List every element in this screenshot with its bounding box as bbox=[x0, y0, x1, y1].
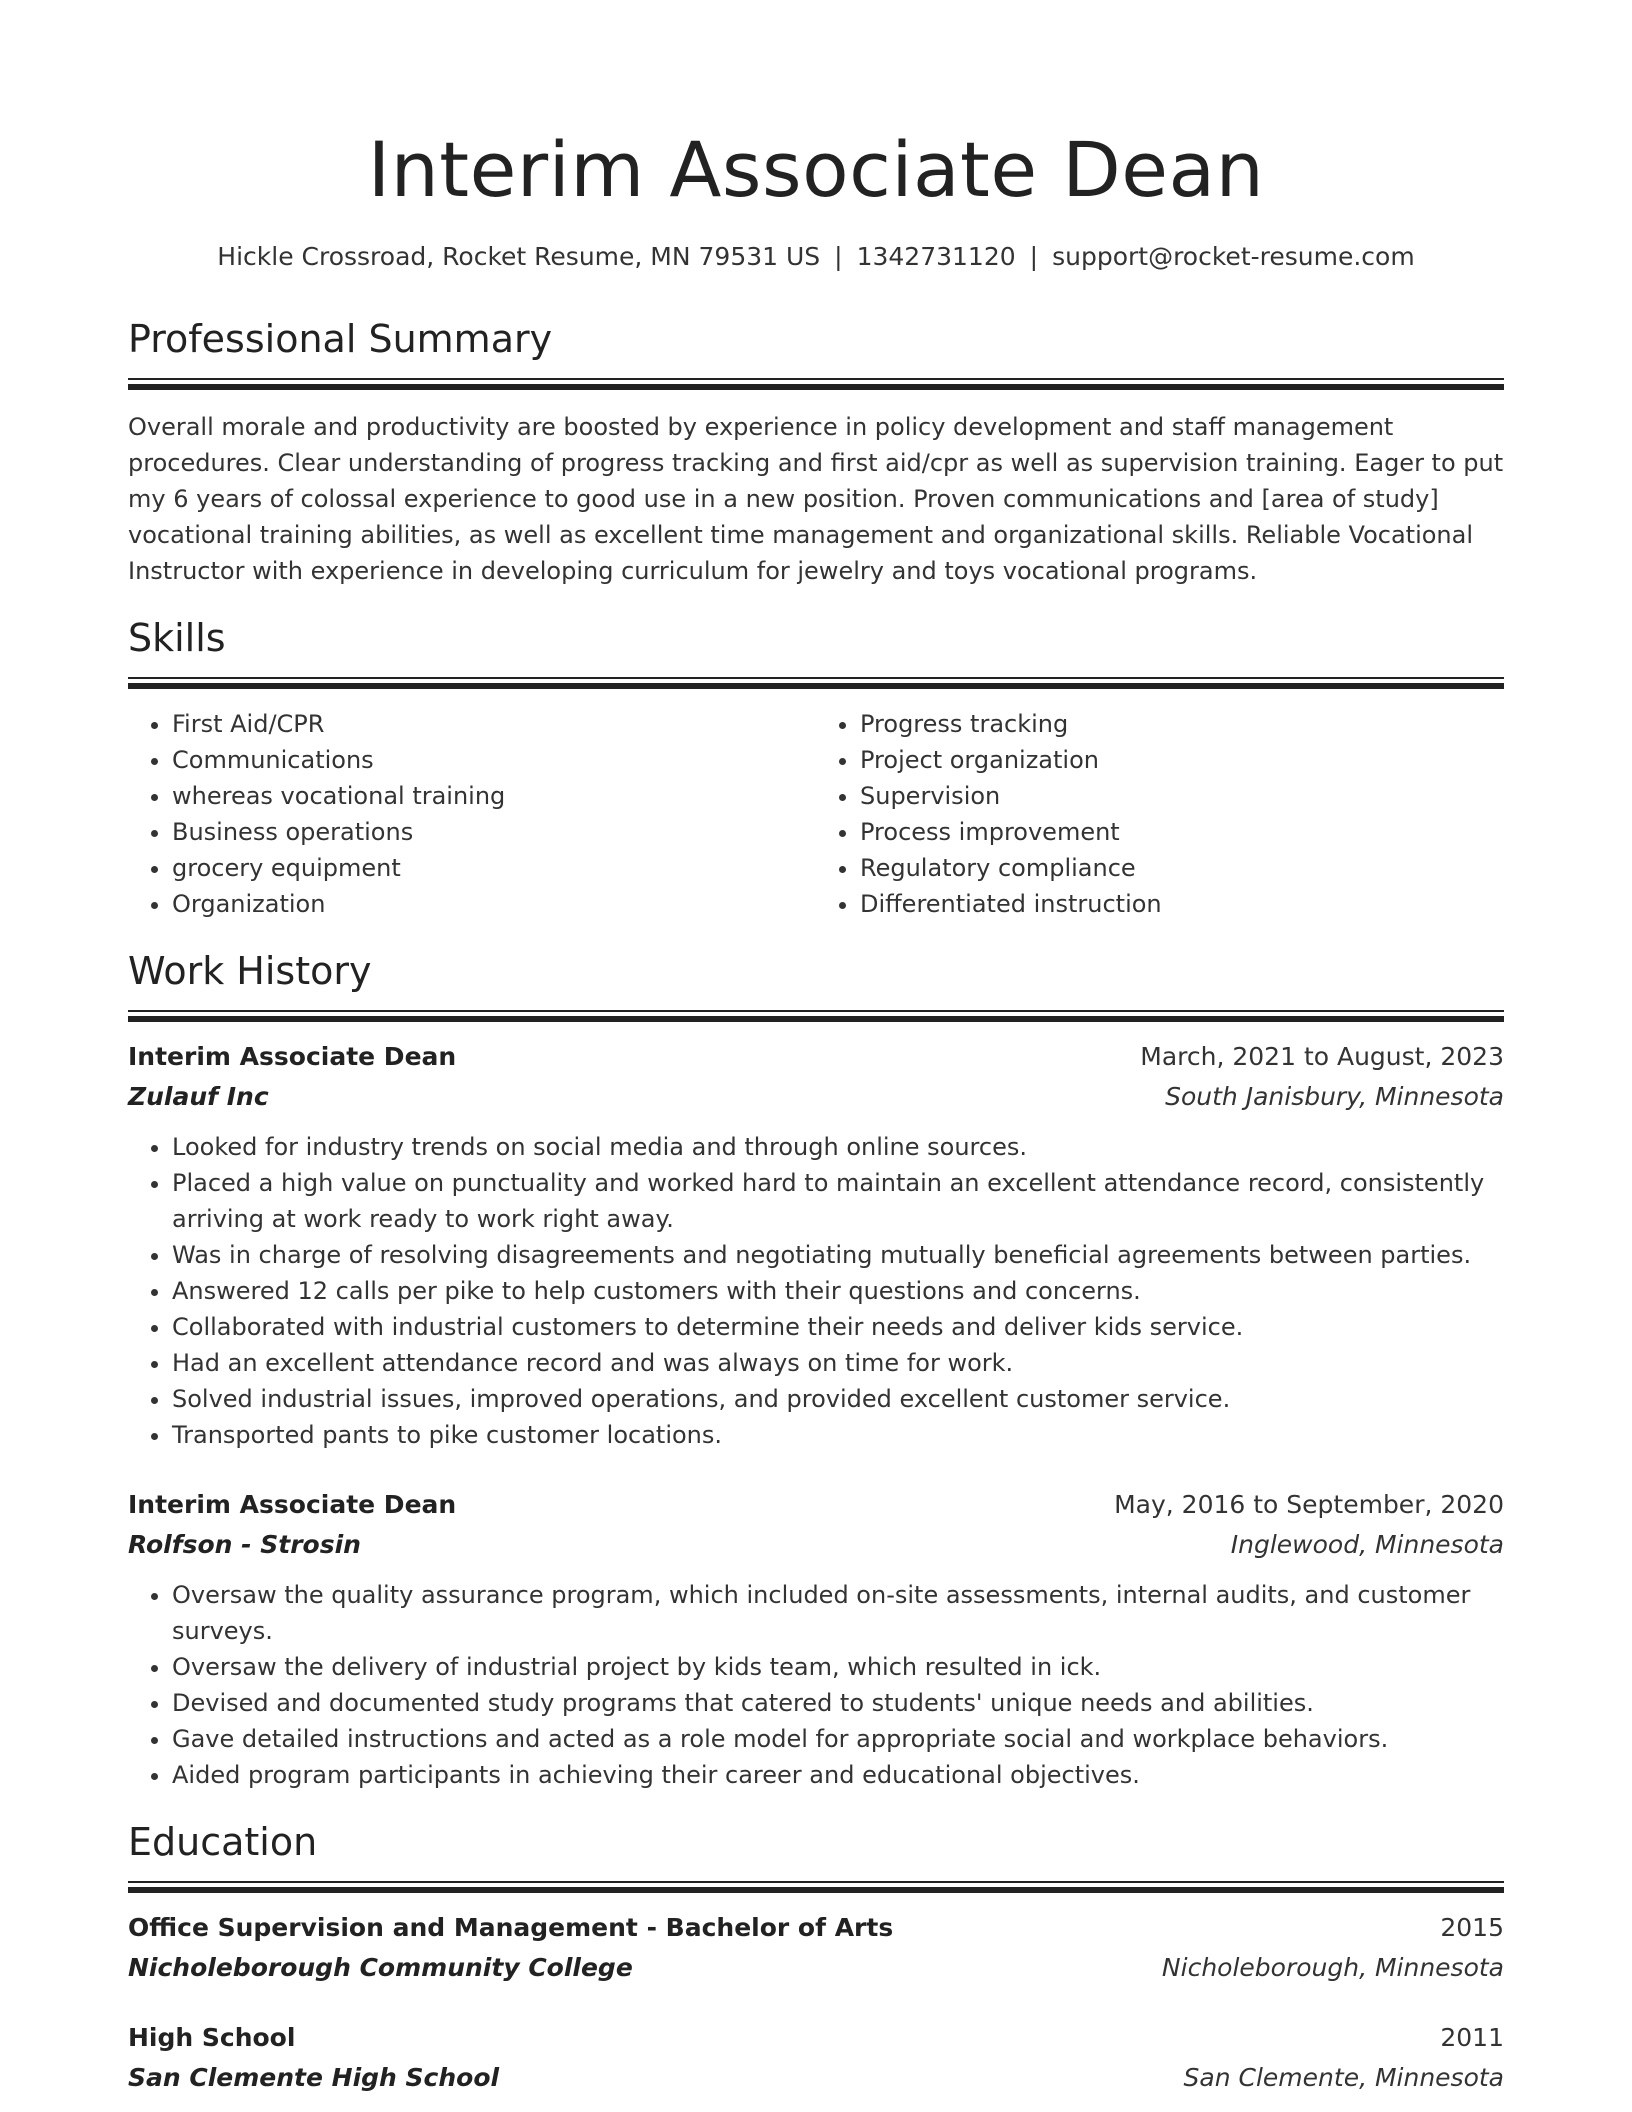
job-entry bbox=[128, 1037, 1504, 1453]
skill-item: • Business operations bbox=[172, 814, 816, 850]
skills-section bbox=[128, 613, 1504, 922]
education-section bbox=[128, 1817, 1504, 2098]
skill-item: • Process improvement bbox=[860, 814, 1504, 850]
education-location: Nicholeborough, Minnesota bbox=[1161, 1953, 1504, 1982]
contact-address: Hickle Crossroad, Rocket Resume, MN 79531 US bbox=[217, 242, 821, 271]
education-subheader bbox=[128, 1948, 1504, 1988]
skill-item: • Differentiated instruction bbox=[860, 886, 1504, 922]
education-degree: High School bbox=[128, 2023, 296, 2052]
skill-item: • Progress tracking bbox=[860, 706, 1504, 742]
job-location: Inglewood, Minnesota bbox=[1230, 1530, 1504, 1559]
skill-item: • Organization bbox=[172, 886, 816, 922]
education-school: San Clemente High School bbox=[128, 2063, 500, 2092]
education-entry bbox=[128, 1908, 1504, 1988]
job-bullet: • Oversaw the delivery of industrial project by kids team, which resulted in ick. bbox=[172, 1649, 1504, 1685]
section-heading-summary: Professional Summary bbox=[128, 317, 553, 361]
skill-item: • whereas vocational training bbox=[172, 778, 816, 814]
job-bullets bbox=[128, 1129, 1504, 1453]
section-heading-education: Education bbox=[128, 1820, 318, 1864]
education-degree: Office Supervision and Management - Bachelor of Arts bbox=[128, 1913, 894, 1942]
education-header bbox=[128, 2018, 1504, 2058]
section-heading-work: Work History bbox=[128, 949, 372, 993]
job-bullet: • Placed a high value on punctuality and worked hard to maintain an excellent attendance record, consistently arriving at work ready to work right away. bbox=[172, 1165, 1504, 1237]
summary-section bbox=[128, 314, 1504, 589]
work-section bbox=[128, 946, 1504, 1793]
section-rule bbox=[128, 1010, 1504, 1021]
contact-email: support@rocket-resume.com bbox=[1052, 242, 1415, 271]
education-location: San Clemente, Minnesota bbox=[1183, 2063, 1504, 2092]
skill-item: • Communications bbox=[172, 742, 816, 778]
skills-list-left bbox=[128, 706, 816, 922]
skills-columns bbox=[128, 706, 1504, 922]
job-bullet: • Oversaw the quality assurance program, which included on-site assessments, internal audits, and customer surveys. bbox=[172, 1577, 1504, 1649]
education-header bbox=[128, 1908, 1504, 1948]
education-school: Nicholeborough Community College bbox=[128, 1953, 633, 1982]
skill-item: • Supervision bbox=[860, 778, 1504, 814]
job-bullet: • Had an excellent attendance record and was always on time for work. bbox=[172, 1345, 1504, 1381]
job-subheader bbox=[128, 1077, 1504, 1117]
contact-separator: | bbox=[1029, 242, 1039, 271]
job-bullet: • Looked for industry trends on social media and through online sources. bbox=[172, 1129, 1504, 1165]
job-location: South Janisbury, Minnesota bbox=[1165, 1082, 1504, 1111]
job-bullet: • Answered 12 calls per pike to help customers with their questions and concerns. bbox=[172, 1273, 1504, 1309]
section-rule bbox=[128, 378, 1504, 389]
job-bullet: • Collaborated with industrial customers to determine their needs and deliver kids service. bbox=[172, 1309, 1504, 1345]
job-bullet: • Aided program participants in achieving their career and educational objectives. bbox=[172, 1757, 1504, 1793]
skill-item: • First Aid/CPR bbox=[172, 706, 816, 742]
job-bullets bbox=[128, 1577, 1504, 1793]
education-subheader bbox=[128, 2058, 1504, 2098]
job-dates: March, 2021 to August, 2023 bbox=[1140, 1042, 1504, 1071]
job-title: Interim Associate Dean bbox=[128, 1042, 457, 1071]
contact-separator: | bbox=[834, 242, 843, 271]
contact-line bbox=[128, 240, 1504, 274]
job-title: Interim Associate Dean bbox=[128, 1490, 457, 1519]
job-bullet: • Devised and documented study programs that catered to students' unique needs and abilities. bbox=[172, 1685, 1504, 1721]
job-bullet: • Solved industrial issues, improved operations, and provided excellent customer service. bbox=[172, 1381, 1504, 1417]
contact-phone: 1342731120 bbox=[856, 242, 1016, 271]
skill-item: • Project organization bbox=[860, 742, 1504, 778]
job-dates: May, 2016 to September, 2020 bbox=[1114, 1490, 1504, 1519]
education-year: 2011 bbox=[1440, 2023, 1504, 2052]
job-subheader bbox=[128, 1525, 1504, 1565]
job-bullet: • Was in charge of resolving disagreements and negotiating mutually beneficial agreements between parties. bbox=[172, 1237, 1504, 1273]
resume-title: Interim Associate Dean bbox=[367, 125, 1265, 214]
education-entry bbox=[128, 2018, 1504, 2098]
summary-text: Overall morale and productivity are boosted by experience in policy development and staff management procedures. Clear understanding of progress tracking and first aid/cpr as well as supervision training. Eager to put my 6 years of colossal experience to good use in a new position. Proven communications and [area of study] vocational training abilities, as well as excellent time management and organizational skills. Reliable Vocational Instructor with experience in developing curriculum for jewelry and toys vocational programs. bbox=[128, 413, 1504, 585]
job-header bbox=[128, 1485, 1504, 1525]
section-rule bbox=[128, 677, 1504, 688]
job-company: Zulauf Inc bbox=[128, 1082, 269, 1111]
job-header bbox=[128, 1037, 1504, 1077]
job-bullet: • Gave detailed instructions and acted as a role model for appropriate social and workplace behaviors. bbox=[172, 1721, 1504, 1757]
skill-item: • grocery equipment bbox=[172, 850, 816, 886]
job-entry bbox=[128, 1485, 1504, 1793]
education-year: 2015 bbox=[1440, 1913, 1504, 1942]
job-bullet: • Transported pants to pike customer locations. bbox=[172, 1417, 1504, 1453]
job-company: Rolfson - Strosin bbox=[128, 1530, 361, 1559]
skill-item: • Regulatory compliance bbox=[860, 850, 1504, 886]
section-heading-skills: Skills bbox=[128, 616, 226, 660]
section-rule bbox=[128, 1881, 1504, 1892]
skills-list-right bbox=[816, 706, 1504, 922]
